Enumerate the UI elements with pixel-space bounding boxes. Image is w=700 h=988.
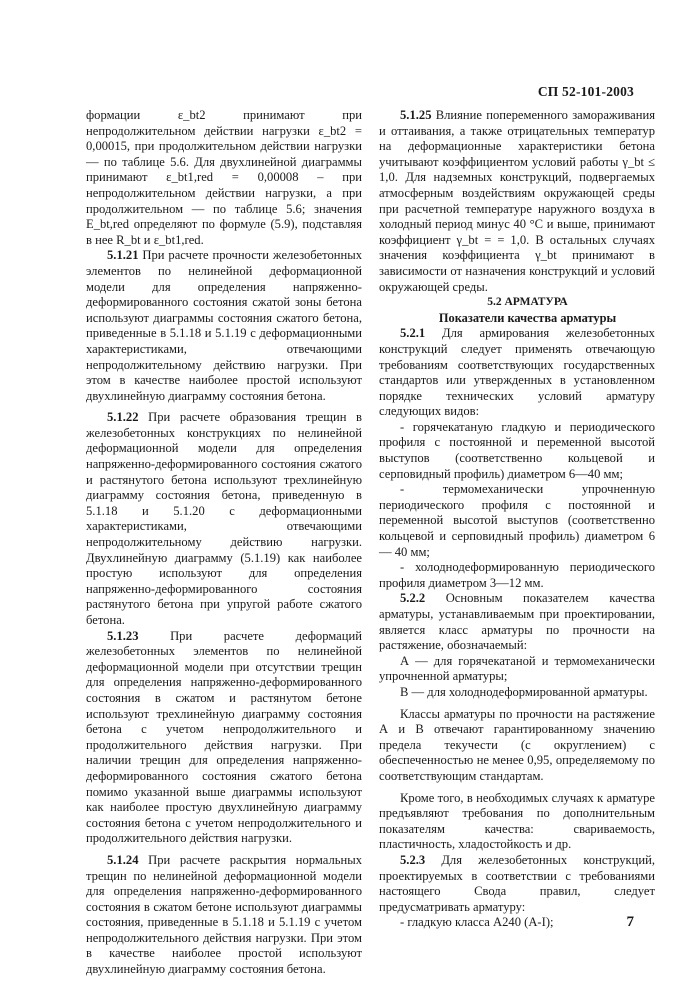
paragraph-text: При расчете раскрытия нормальных трещин по нелинейной деформационной модели для определения напряженно-деформированного состояния в сжатом бетоне используют диаграммы состояния, приведенные в 5.1.18 и 5.1.19 с учетом непродолжительного действия нагрузки. При этом в качестве наиболее простой используют двухлинейную диаграмму состояния бетона. bbox=[86, 852, 362, 977]
class-b-definition: В — для холоднодеформированной арматуры. bbox=[400, 684, 648, 699]
clause-number: 5.1.21 bbox=[107, 248, 139, 263]
paragraph-5-1-21 bbox=[86, 248, 362, 404]
paragraph-continuation bbox=[86, 108, 362, 248]
bullet-item: - термомеханически упрочненную периодического профиля с постоянной и переменной высотой выступов (соответственно кольцевой и серповидный профиль) диаметром 6— 40 мм; bbox=[379, 482, 655, 559]
clause-number: 5.2.3 bbox=[400, 852, 426, 867]
class-a-definition: А — для горячекатаной и термомеханически упрочненной арматуры; bbox=[379, 653, 655, 684]
bullet-item: - гладкую класса А240 (А-I); bbox=[400, 915, 554, 930]
right-text-column bbox=[379, 108, 655, 931]
paragraph-text: Влияние попеременного замораживания и оттаивания, а также отрицательных температур на деформационные характеристики бетона учитывают коэффициентом условий работы γ_bt ≤ 1,0. Для надземных конструкций, подвергаемых атмосферным воздействиям окружающей среды при расчетной температуре наружного воздуха в холодный период минус 40 °С и выше, принимают коэффициент γ_bt = = 1,0. В остальных случаях значения коэффициента γ_bt принимают в зависимости от назначения конструкций и условий окружающей среды. bbox=[379, 108, 655, 294]
paragraph-5-1-22 bbox=[86, 410, 362, 628]
left-text-column bbox=[86, 108, 362, 978]
paragraph-text: При расчете деформаций железобетонных элементов по нелинейной деформационной модели при отсутствии трещин для определения напряженно-деформированного состояния в сжатом и растянутом бетоне используют трехлинейную диаграмму состояния бетона с учетом непродолжительного и продолжительного действия нагрузки. При наличии трещин для определения напряженно-деформированного состояния сжатого бетона помимо указанной выше диаграммы используют как наиболее простую двухлинейную диаграмму состояния бетона с учетом непродолжительного и продолжительного действия нагрузки. bbox=[86, 628, 362, 846]
clause-number: 5.1.23 bbox=[107, 628, 139, 643]
paragraph-5-1-24 bbox=[86, 853, 362, 978]
paragraph-text: Основным показателем качества арматуры, устанавливаемым при проектировании, является класс арматуры по прочности на растяжение, обозначаемый: bbox=[379, 591, 655, 653]
section-title: 5.2 АРМАТУРА bbox=[487, 296, 568, 309]
clause-number: 5.1.22 bbox=[107, 410, 139, 425]
paragraph-5-2-1 bbox=[379, 326, 655, 420]
clause-number: 5.1.25 bbox=[400, 108, 432, 122]
clause-number: 5.1.24 bbox=[107, 852, 139, 867]
document-code-header: СП 52-101-2003 bbox=[537, 84, 634, 99]
paragraph-text: При расчете прочности железобетонных элементов по нелинейной деформационной модели для определения напряженно-деформированного состояния сжатой зоны бетона используют диаграммы состояния сжатого бетона, приведенные в 5.1.18 и 5.1.19 с деформационными характеристиками, отвечающими непродолжительному действию нагрузки. При этом в качестве наиболее простой используют двухлинейную диаграмму состояния бетона. bbox=[86, 248, 362, 403]
paragraph-classes: Классы арматуры по прочности на растяжение А и В отвечают гарантированному значению предела текучести (с округлением) с обеспеченностью не менее 0,95, определяемому по соответствующим стандартам. bbox=[379, 706, 655, 783]
paragraph-5-1-23 bbox=[86, 629, 362, 847]
paragraph-text: Для железобетонных конструкций, проектируемых в соответствии с требованиями настоящего Свода правил, следует предусматривать арматуру: bbox=[379, 852, 655, 914]
paragraph-text: формации ε_bt2 принимают при непродолжительном действии нагрузки ε_bt2 = 0,00015, при продолжительном действии нагрузки — по таблице 5.6. Для двухлинейной диаграммы принимают ε_bt1,red = 0,00008 – при непродолжительном действии нагрузки, а при продолжительном — по таблице 5.6; значения E_bt,red определяют по формуле (5.9), подставляя в нее R_bt и ε_bt1,red. bbox=[86, 108, 362, 247]
page-number: 7 bbox=[626, 914, 634, 930]
subsection-title: Показатели качества арматуры bbox=[438, 310, 617, 325]
bullet-item: - холоднодеформированную периодического профиля диаметром 3—12 мм. bbox=[379, 560, 655, 590]
paragraph-5-2-3 bbox=[379, 853, 655, 915]
paragraph-text: При расчете образования трещин в железобетонных конструкциях по нелинейной деформационной модели для определения напряженно-деформированного состояния сжатого и растянутого бетона используют трехлинейную диаграмму состояния бетона, приведенную в 5.1.18 и 5.1.20 с деформационными характеристиками, отвечающими непродолжительному действию нагрузки. Двухлинейную диаграмму (5.1.19) как наиболее простую используют для определения напряженно-деформированного состояния растянутого бетона при упругой работе сжатого бетона. bbox=[86, 410, 362, 627]
paragraph-5-2-2 bbox=[379, 591, 655, 653]
clause-number: 5.2.2 bbox=[400, 591, 426, 606]
paragraph-extra-requirements: Кроме того, в необходимых случаях к арматуре предъявляют требования по дополнительным показателям качества: свариваемость, пластичность, хладостойкость и др. bbox=[379, 790, 655, 852]
bullet-item: - горячекатаную гладкую и периодического профиля с постоянной и переменной высотой выступов (соответственно кольцевой и серповидный профиль) диаметром 6—40 мм; bbox=[379, 419, 655, 481]
paragraph-text: Для армирования железобетонных конструкций следует применять отвечающую требованиям соответствующих государственных стандартов или утвержденных в установленном порядке технических условий арматуру следующих видов: bbox=[379, 326, 655, 419]
paragraph-5-1-25 bbox=[379, 108, 655, 295]
clause-number: 5.2.1 bbox=[400, 326, 426, 341]
